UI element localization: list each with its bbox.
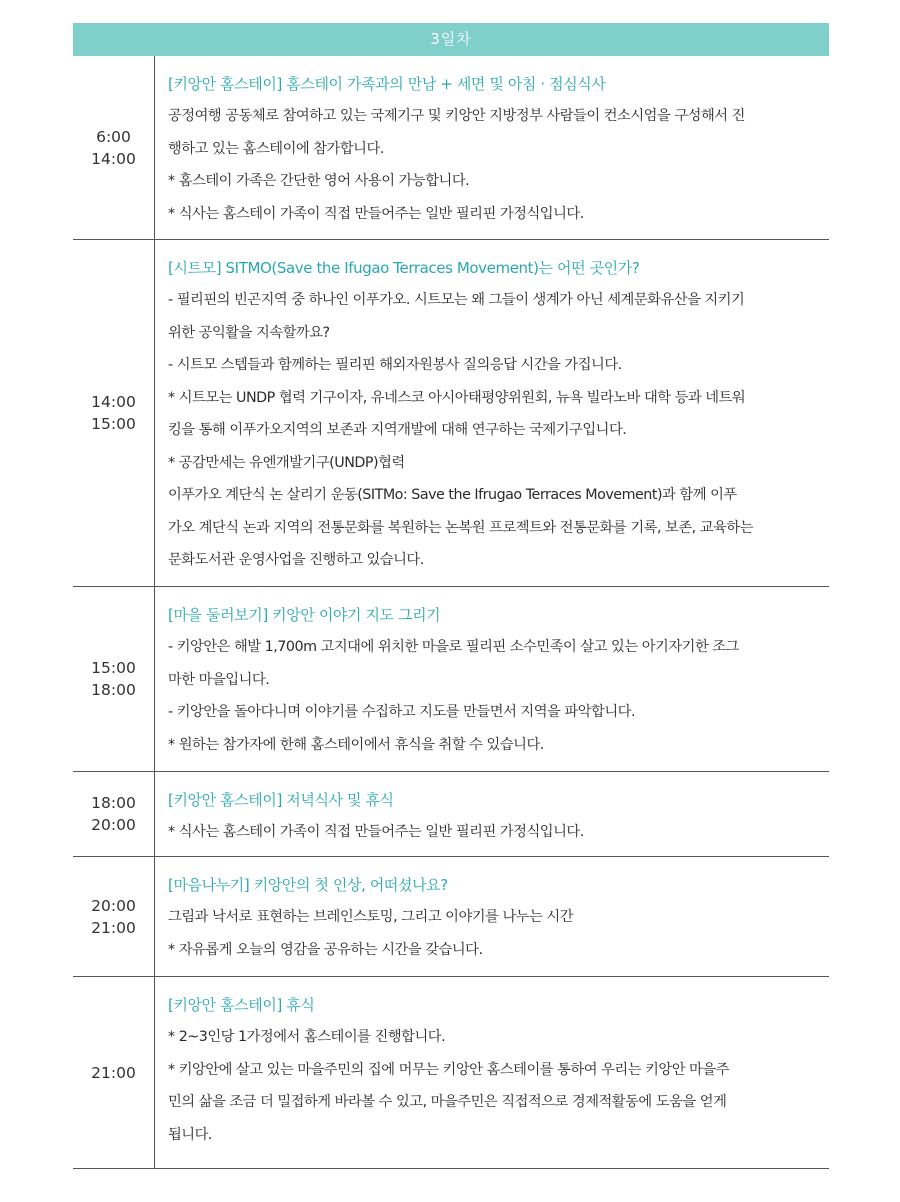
- activity-title: [시트모] SITMO(Save the Ifugao Terraces Movement)는 어떤 곳인가?: [168, 259, 640, 277]
- activity-line: 됩니다.: [168, 1126, 212, 1143]
- activity-line: * 시트모는 UNDP 협력 기구이자, 유네스코 아시아태평양위원회, 뉴욕 빌라노바 대학 등과 네트워: [168, 389, 746, 406]
- activity-line: 킹을 통해 이푸가오지역의 보존과 지역개발에 대해 연구하는 국제기구입니다.: [168, 422, 627, 438]
- activity-cell: [155, 56, 829, 239]
- activity-line: * 식사는 홈스테이 가족이 직접 만들어주는 일반 필리핀 가정식입니다.: [168, 205, 584, 222]
- time-start: 15:00: [91, 659, 136, 677]
- time-end: 21:00: [91, 918, 136, 937]
- time-start: 20:00: [91, 896, 136, 915]
- time-cell: [73, 587, 155, 771]
- activity-line: 마한 마을입니다.: [168, 671, 270, 688]
- activity-line: * 자유롭게 오늘의 영감을 공유하는 시간을 갖습니다.: [168, 941, 483, 958]
- activity-line: 위한 공익활을 지속할까요?: [168, 324, 330, 341]
- schedule-row: [73, 240, 829, 587]
- activity-title: [키앙안 홈스테이] 휴식: [168, 996, 315, 1014]
- schedule-row: [73, 56, 829, 240]
- activity-line: 그림과 낙서로 표현하는 브레인스토밍, 그리고 이야기를 나누는 시간: [168, 909, 574, 925]
- time-end: 18:00: [91, 681, 136, 699]
- time-cell: [73, 56, 155, 239]
- time-start: 6:00: [96, 127, 131, 146]
- schedule-row: [73, 857, 829, 977]
- activity-cell: [155, 587, 829, 771]
- activity-cell: [155, 240, 829, 586]
- activity-title: [마을 둘러보기] 키앙안 이야기 지도 그리기: [168, 606, 441, 624]
- schedule-row: [73, 977, 829, 1169]
- activity-line: * 공감만세는 유엔개발기구(UNDP)협력: [168, 454, 405, 471]
- time-cell: [73, 772, 155, 856]
- activity-cell: [155, 772, 829, 856]
- activity-title: [키앙안 홈스테이] 홈스테이 가족과의 만남 + 세면 및 아침 · 점심식사: [168, 75, 606, 93]
- activity-title: [키앙안 홈스테이] 저녁식사 및 휴식: [168, 791, 394, 809]
- day-header: 3일차: [73, 23, 829, 56]
- activity-line: * 홈스테이 가족은 간단한 영어 사용이 가능합니다.: [168, 173, 470, 189]
- time-start: 21:00: [91, 1063, 136, 1082]
- activity-line: - 필리핀의 빈곤지역 중 하나인 이푸가오. 시트모는 왜 그들이 생계가 아닌 세계문화유산을 지키기: [168, 292, 745, 308]
- time-cell: [73, 240, 155, 586]
- activity-line: - 키앙안을 돌아다니며 이야기를 수집하고 지도를 만들면서 지역을 파악합니다.: [168, 704, 636, 720]
- activity-line: 가오 계단식 논과 지역의 전통문화를 복원하는 논복원 프로젝트와 전통문화를 기록, 보존, 교육하는: [168, 519, 754, 536]
- activity-title: [마음나누기] 키앙안의 첫 인상, 어떠셨나요?: [168, 876, 448, 894]
- time-start: 18:00: [91, 794, 136, 812]
- activity-line: * 키앙안에 살고 있는 마을주민의 집에 머무는 키앙안 홈스테이를 통하여 우리는 키앙안 마을주: [168, 1061, 729, 1078]
- activity-line: 행하고 있는 홈스테이에 참가합니다.: [168, 140, 384, 157]
- time-cell: [73, 977, 155, 1168]
- activity-line: * 원하는 참가자에 한해 홈스테이에서 휴식을 취할 수 있습니다.: [168, 736, 544, 753]
- activity-cell: [155, 977, 829, 1168]
- time-cell: [73, 857, 155, 976]
- activity-line: 공정여행 공동체로 참여하고 있는 국제기구 및 키앙안 지방정부 사람들이 컨소시엄을 구성해서 진: [168, 108, 745, 124]
- activity-line: - 키앙안은 해발 1,700m 고지대에 위치한 마을로 필리핀 소수민족이 살고 있는 아기자기한 조그: [168, 639, 739, 655]
- schedule-rows: [73, 56, 829, 1169]
- time-start: 14:00: [91, 393, 136, 411]
- activity-line: 문화도서관 운영사업을 진행하고 있습니다.: [168, 552, 424, 568]
- schedule-row: [73, 587, 829, 772]
- activity-cell: [155, 857, 829, 976]
- schedule-row: [73, 772, 829, 857]
- time-end: 20:00: [91, 816, 136, 834]
- activity-line: 민의 삶을 조금 더 밀접하게 바라볼 수 있고, 마을주민은 직접적으로 경제적활동에 도움을 얻게: [168, 1094, 727, 1110]
- activity-line: - 시트모 스텝들과 함께하는 필리핀 해외자원봉사 질의응답 시간을 가집니다.: [168, 357, 622, 373]
- schedule-table: [73, 23, 829, 1169]
- activity-line: * 2~3인당 1가정에서 홈스테이를 진행합니다.: [168, 1029, 446, 1045]
- time-end: 15:00: [91, 415, 136, 433]
- activity-line: 이푸가오 계단식 논 살리기 운동(SITMo: Save the Ifrugao Terraces Movement)과 함께 이푸: [168, 487, 737, 503]
- time-end: 14:00: [91, 149, 136, 168]
- activity-line: * 식사는 홈스테이 가족이 직접 만들어주는 일반 필리핀 가정식입니다.: [168, 824, 584, 840]
